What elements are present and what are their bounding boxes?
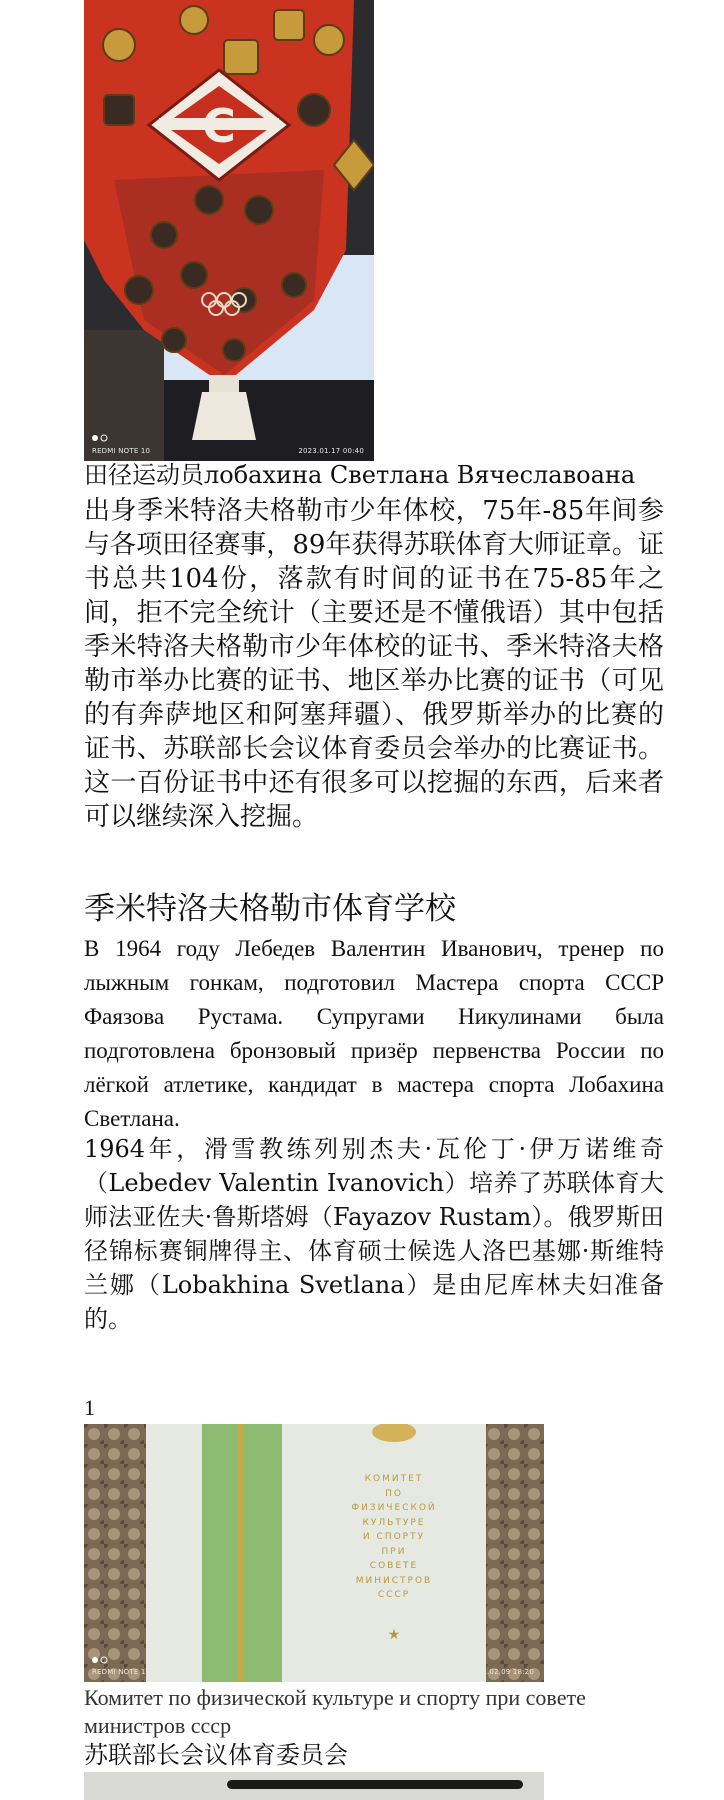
emblem-letter: С (202, 99, 236, 153)
cover-line: ПРИ (381, 1546, 407, 1557)
pennant-photo (84, 0, 374, 461)
cover-line: КУЛЬТУРЕ (362, 1517, 426, 1528)
home-indicator[interactable] (227, 1780, 523, 1789)
camera-model: REDMI NOTE 10 (92, 447, 151, 455)
pennant-image (84, 0, 374, 461)
photo-timestamp: 2023.01.17 00:40 (298, 447, 364, 455)
photo-timestamp: 2023.02.09 18:20 (468, 1668, 534, 1676)
intro-paragraph: 出身季米特洛夫格勒市少年体校，75年-85年间参与各项田径赛事，89年获得苏联体育大师证章。证书总共104份，落款有时间的证书在75-85年之间，拒不完全统计（主要还是不懂俄语）其中包括季米特洛夫格勒市少年体校的证书、季米特洛夫格勒市举办比赛的证书、地区举办比赛的证书（可见的有奔萨地区和阿塞拜疆）、俄罗斯举办的比赛的证书、苏联部长会议体育委员会举办的比赛证书。这一百份证书中还有很多可以挖掘的东西，后来者可以继续深入挖掘。 (84, 496, 664, 832)
cover-line: МИНИСТРОВ (355, 1575, 433, 1586)
section-heading: 季米特洛夫格勒市体育学校 (84, 891, 456, 927)
page-number: 1 (84, 1395, 95, 1420)
cover-line: СОВЕТЕ (369, 1561, 419, 1571)
cover-line: ФИЗИЧЕСКОЙ (351, 1503, 437, 1513)
cover-line: И СПОРТУ (362, 1532, 426, 1542)
camera-model: REDMI NOTE 10 (92, 1668, 151, 1676)
certificate-photo (84, 1424, 544, 1682)
cover-line: КОМИТЕТ (364, 1474, 424, 1484)
certificate-image (84, 1424, 544, 1682)
translation-paragraph: 1964年，滑雪教练列别杰夫·瓦伦丁·伊万诺维奇（Lebedev Valentin Ivanovich）培养了苏联体育大师法亚佐夫·鲁斯塔姆（Fayazov Rustam）。俄罗斯田径锦标赛铜牌得主、体育硕士候选人洛巴基娜·斯维特兰娜（Lobakhina Svetlana）是由尼库林夫妇准备的。 (84, 1135, 664, 1333)
athlete-caption: 田径运动员лобахина Светлана Вячеславоана (84, 461, 636, 489)
certificate-caption-zh: 苏联部长会议体育委员会 (84, 1741, 348, 1769)
cover-line: ПО (385, 1488, 403, 1499)
cover-line: СССР (377, 1590, 411, 1600)
russian-paragraph: В 1964 году Лебедев Валентин Иванович, тренер по лыжным гонкам, подготовил Мастера спорта СССР Фаязова Рустама. Супругами Никулинами была подготовлена бронзовый призёр первенства России по лёгкой атлетике, кандидат в мастера спорта Лобахина Светлана. (84, 936, 664, 1131)
star-icon: ★ (387, 1627, 401, 1643)
cover-text (334, 1472, 454, 1603)
certificate-caption-ru: Комитет по физической культуре и спорту при совете министров ссср (84, 1685, 586, 1738)
